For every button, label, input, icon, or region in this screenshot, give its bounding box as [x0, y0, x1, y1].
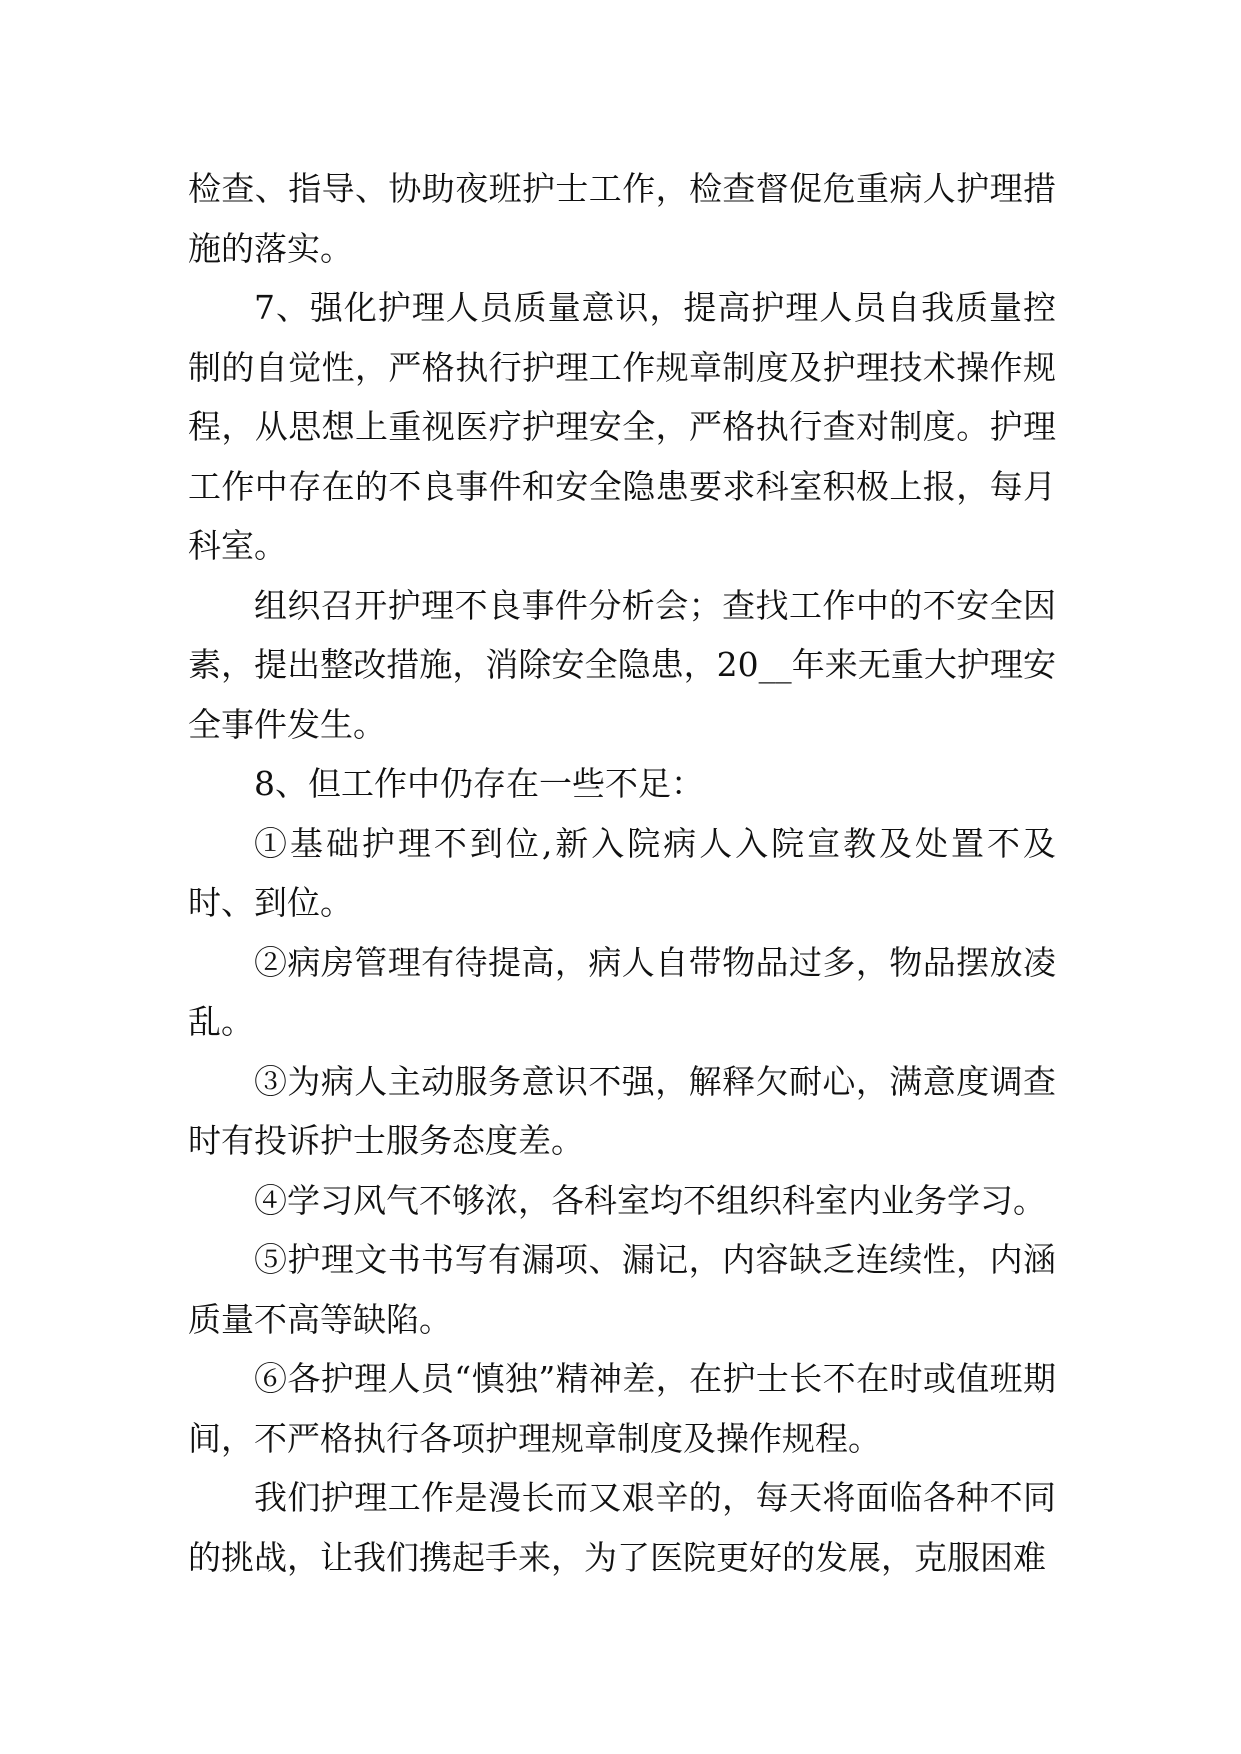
- paragraph: 组织召开护理不良事件分析会；查找工作中的不安全因素，提出整改措施，消除安全隐患，20__年来无重大护理安全事件发生。: [188, 585, 1056, 744]
- paragraph: 检查、指导、协助夜班护士工作，检查督促危重病人护理措施的落实。: [188, 169, 1056, 268]
- paragraph: 8、但工作中仍存在一些不足：: [254, 764, 704, 803]
- list-item: ①基础护理不到位,新入院病人入院宣教及处置不及时、到位。: [188, 823, 1056, 922]
- list-item: ③为病人主动服务意识不强，解释欠耐心，满意度调查时有投诉护士服务态度差。: [188, 1061, 1056, 1160]
- list-item: ②病房管理有待提高，病人自带物品过多，物品摆放凌乱。: [188, 942, 1056, 1041]
- document-body: [188, 159, 1056, 1587]
- paragraph: 我们护理工作是漫长而又艰辛的，每天将面临各种不同的挑战，让我们携起手来，为了医院更好的发展，克服困难: [188, 1478, 1056, 1577]
- list-item: ⑥各护理人员“慎独”精神差，在护士长不在时或值班期间，不严格执行各项护理规章制度及操作规程。: [188, 1359, 1056, 1458]
- list-item: ④学习风气不够浓，各科室均不组织科室内业务学习。: [254, 1180, 1046, 1220]
- list-item: ⑤护理文书书写有漏项、漏记，内容缺乏连续性，内涵质量不高等缺陷。: [188, 1240, 1056, 1339]
- paragraph: 7、强化护理人员质量意识，提高护理人员自我质量控制的自觉性，严格执行护理工作规章制度及护理技术操作规程，从思想上重视医疗护理安全，严格执行查对制度。护理工作中存在的不良事件和安全隐患要求科室积极上报，每月科室。: [188, 288, 1056, 565]
